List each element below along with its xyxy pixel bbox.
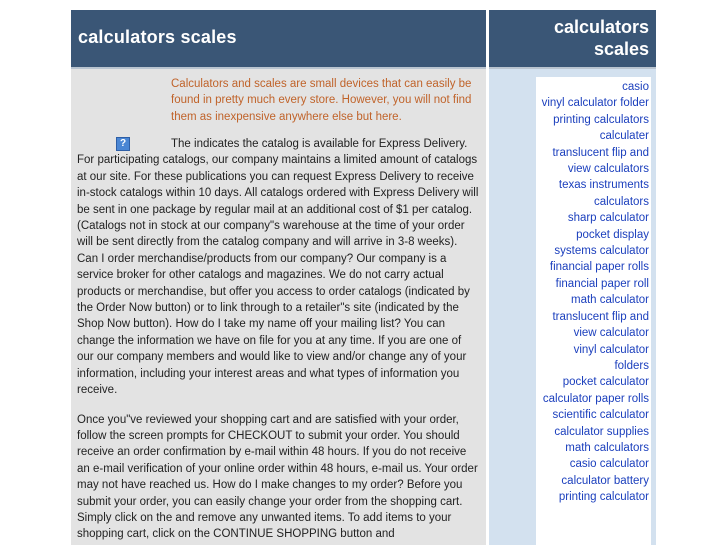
intro-text: Calculators and scales are small devices that can easily be found in pretty much every store. However, you will not find them as inexpensive anywhere else but here.: [171, 78, 472, 123]
main-content: [71, 69, 486, 545]
page-header: [71, 10, 486, 69]
sidebar-link[interactable]: casio: [622, 81, 649, 93]
sidebar-link[interactable]: scientific calculator: [552, 409, 649, 422]
sidebar-link[interactable]: math calculators: [565, 441, 649, 454]
sidebar-link[interactable]: vinyl calculator folder: [541, 97, 649, 110]
sidebar-link[interactable]: printing calculator: [558, 491, 649, 504]
sidebar-link[interactable]: translucent flip and view calculator: [552, 310, 649, 340]
paragraph-checkout: Once you"ve reviewed your shopping cart and are satisfied with your order, follow the screen prompts for CHECKOUT to submit your order. You should receive an order confirmation by e-mail within 48 hours. If you do not receive an e-mail verification of your online order within 48 hours, e-mail us. Your order may not have reached us. How do I make changes to my order? Before you submit your order, you can easily change your order from the shopping cart. Simply click on the and remove any unwanted items. To add items to your shopping cart, click on the CONTINUE SHOPPING button and: [77, 413, 478, 541]
body-text: [77, 136, 481, 545]
sidebar-link-list: [536, 77, 651, 545]
sidebar-link[interactable]: calculator battery: [561, 474, 649, 487]
sidebar-header: [489, 10, 656, 69]
sidebar-link[interactable]: financial paper roll: [555, 277, 649, 290]
sidebar-link[interactable]: sharp calculator: [567, 212, 649, 225]
sidebar: [489, 69, 656, 545]
sidebar-link[interactable]: texas instruments calculators: [558, 179, 649, 208]
sidebar-link[interactable]: calculator supplies: [554, 425, 649, 438]
sidebar-title: [554, 16, 649, 60]
sidebar-link[interactable]: translucent flip and view calculators: [552, 146, 649, 176]
sidebar-link[interactable]: pocket calculator: [562, 376, 649, 389]
sidebar-link[interactable]: vinyl calculator folders: [573, 343, 649, 372]
sidebar-link[interactable]: math calculator: [571, 294, 649, 307]
sidebar-title-line2: scales: [593, 39, 649, 59]
help-icon[interactable]: ?: [116, 137, 130, 151]
paragraph-express-delivery: The indicates the catalog is available for Express Delivery. For participating catalogs, our company maintains a limited amount of catalogs at our site. For these publications you can request Express Delivery to receive in-stock catalogs within 10 days. All catalogs ordered with Express Delivery will be sent in one package by regular mail at an additional cost of $1 per catalog. (Catalogs not in stock at our company"s warehouse at the time of your order will be sent directly from the catalog company and will arrive in 3-8 weeks). Can I order merchandise/products from our company? Our company is a service broker for other catalogs and magazines. We do not carry actual products or merchandise, but offer you access to order catalogs (indicated by the Order Now button) or to link through to a retailer"s site (indicated by the Shop Now button). How do I take my name off your mailing list? You can change the information we have on file for you at any time. If you are one of our our company members and would like to view and/or change any of your information, including your interest areas and what types of information you receive.: [77, 138, 479, 397]
page-title: calculators scales: [78, 27, 237, 47]
sidebar-link[interactable]: financial paper rolls: [549, 261, 649, 274]
sidebar-link[interactable]: calculator paper rolls: [542, 392, 649, 405]
sidebar-title-line1: calculators: [553, 17, 649, 37]
sidebar-link[interactable]: casio calculator: [569, 458, 649, 471]
sidebar-link[interactable]: printing calculators calculater: [553, 113, 649, 143]
sidebar-link[interactable]: pocket display systems calculator: [554, 228, 649, 258]
